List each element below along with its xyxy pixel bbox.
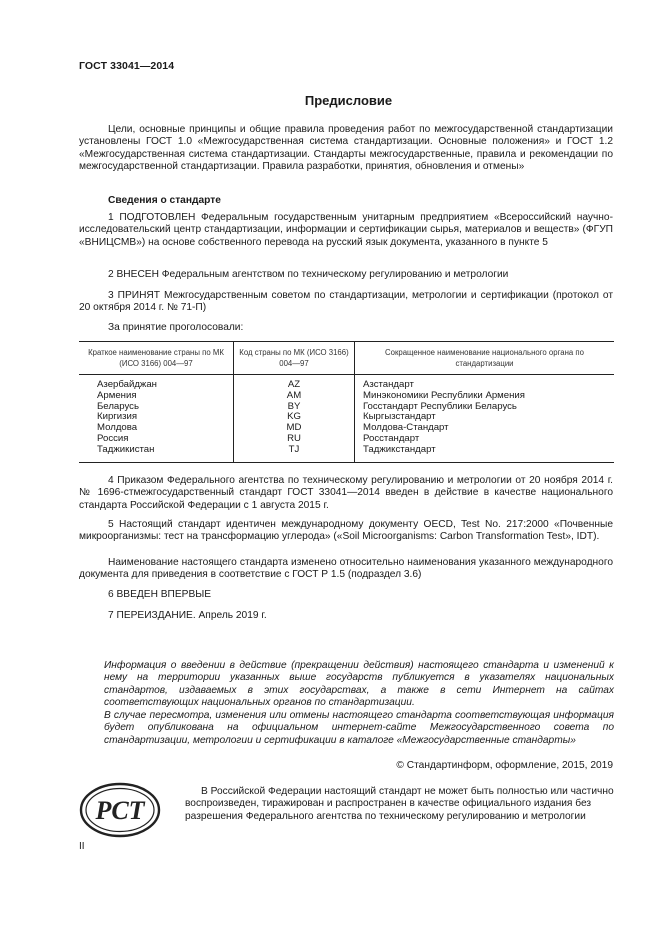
body-cell: Азстандарт — [355, 375, 615, 391]
item-4: 4 Приказом Федерального агентства по техническому регулированию и метрологии от 20 ноября 2014 г. № 1696-стмежгосударственный стандарт ГОСТ 33041—2014 введен в действие в качестве национального стандарта Российской Федерации с 1 августа 2015 г. — [79, 475, 613, 511]
body-cell: Росстандарт — [355, 434, 615, 445]
item-6: 6 ВВЕДЕН ВПЕРВЫЕ — [108, 589, 212, 600]
table-row — [79, 423, 614, 434]
table-row — [79, 445, 614, 462]
column-header-body: Сокращенное наименование национального органа по стандартизации — [355, 342, 615, 375]
code-cell: BY — [234, 402, 355, 413]
voted-label: За принятие проголосовали: — [108, 322, 244, 333]
page-title — [0, 93, 661, 108]
table-header-row — [79, 342, 614, 375]
table-row — [79, 375, 614, 391]
voting-table — [79, 341, 614, 463]
body-cell: Таджикстандарт — [355, 445, 615, 462]
item-1: 1 ПОДГОТОВЛЕН Федеральным государственным унитарным предприятием «Всероссийский научно-исследовательский центр стандартизации, информации и сертификации сырья, материалов и веществ» (ФГУП «ВНИЦСМВ») на основе собственного перевода на русский язык документа, указанного в пункте 5 — [79, 212, 613, 248]
body-cell: Минэкономики Республики Армения — [355, 391, 615, 402]
copyright: © Стандартинформ, оформление, 2015, 2019 — [396, 760, 613, 771]
column-header-country: Краткое наименование страны по МК (ИСО 3166) 004—97 — [79, 342, 234, 375]
country-cell: Армения — [97, 389, 137, 401]
item-2: 2 ВНЕСЕН Федеральным агентством по техническому регулированию и метрологии — [108, 269, 509, 280]
reproduction-notice: В Российской Федерации настоящий стандарт не может быть полностью или частично воспроизведен, тиражирован и распространен в качестве официального издания без разрешения Федерального агентства по техническому регулированию и метрологии — [185, 786, 614, 822]
country-cell: Беларусь — [97, 400, 139, 412]
body-cell: Кыргызстандарт — [355, 412, 615, 423]
country-cell: Таджикистан — [79, 445, 234, 462]
code-cell: RU — [234, 434, 355, 445]
country-cell: Азербайджан — [97, 379, 157, 390]
info-italic-1 — [104, 660, 614, 710]
item-5-note: Наименование настоящего стандарта изменено относительно наименования указанного международного документа для приведения в соответствие с ГОСТ Р 1.5 (подраздел 3.6) — [79, 557, 613, 581]
code-cell: AZ — [234, 375, 355, 391]
logo-text: РСТ — [95, 796, 145, 825]
table-row — [79, 412, 614, 423]
document-header: ГОСТ 33041—2014 — [79, 60, 175, 72]
standard-info-heading: Сведения о стандарте — [108, 195, 221, 206]
gost-r-logo — [79, 782, 161, 838]
column-header-code: Код страны по МК (ИСО 3166) 004—97 — [234, 342, 355, 375]
table-row — [79, 402, 614, 413]
country-cell: Молдова — [97, 422, 138, 434]
body-cell: Госстандарт Республики Беларусь — [355, 402, 615, 413]
code-cell: KG — [234, 412, 355, 423]
item-3: 3 ПРИНЯТ Межгосударственным советом по стандартизации, метрологии и сертификации (протокол от 20 октября 2014 г. № 71-П) — [79, 290, 613, 314]
intro-paragraph: Цели, основные принципы и общие правила проведения работ по межгосударственной стандартизации установлены ГОСТ 1.0 «Межгосударственная система стандартизации. Основные положения» и ГОСТ 1.2 «Межгосударственная система стандартизации. Стандарты межгосударственные, правила и рекомендации по межгосударственной стандартизации. Правила разработки, принятия, обновления и отмены» — [79, 124, 613, 173]
table-row — [79, 434, 614, 445]
code-cell: TJ — [234, 445, 355, 462]
info-italic-1-text: Информация о введении в действие (прекращении действия) настоящего стандарта и изменений к нему на территории указанных выше государств публикуется в указателях национальных стандартов, издаваемых в этих государствах, а также в сети Интернет на сайтах соответствующих национальных органов по стандартизации. — [104, 660, 614, 709]
body-cell: Молдова-Стандарт — [355, 423, 615, 434]
pct-logo-icon — [79, 782, 161, 838]
page-number: II — [79, 841, 85, 852]
info-italic-2: В случае пересмотра, изменения или отмены настоящего стандарта соответствующая информация будет опубликована на официальном интернет-сайте Межгосударственного совета по стандартизации, метрологии и сертификации в каталоге «Межгосударственные стандарты» — [104, 710, 614, 746]
country-cell: Россия — [97, 432, 129, 444]
item-5: 5 Настоящий стандарт идентичен международному документу OECD, Test No. 217:2000 «Почвенные микроорганизмы: тест на трансформацию углерода» («Soil Microorganisms: Carbon Transformation Test», IDT). — [79, 519, 613, 543]
table-row — [79, 391, 614, 402]
page-title-text: Предисловие — [304, 93, 393, 108]
item-7: 7 ПЕРЕИЗДАНИЕ. Апрель 2019 г. — [108, 610, 267, 621]
code-cell: AM — [234, 391, 355, 402]
code-cell: MD — [234, 423, 355, 434]
country-cell: Киргизия — [97, 411, 138, 423]
